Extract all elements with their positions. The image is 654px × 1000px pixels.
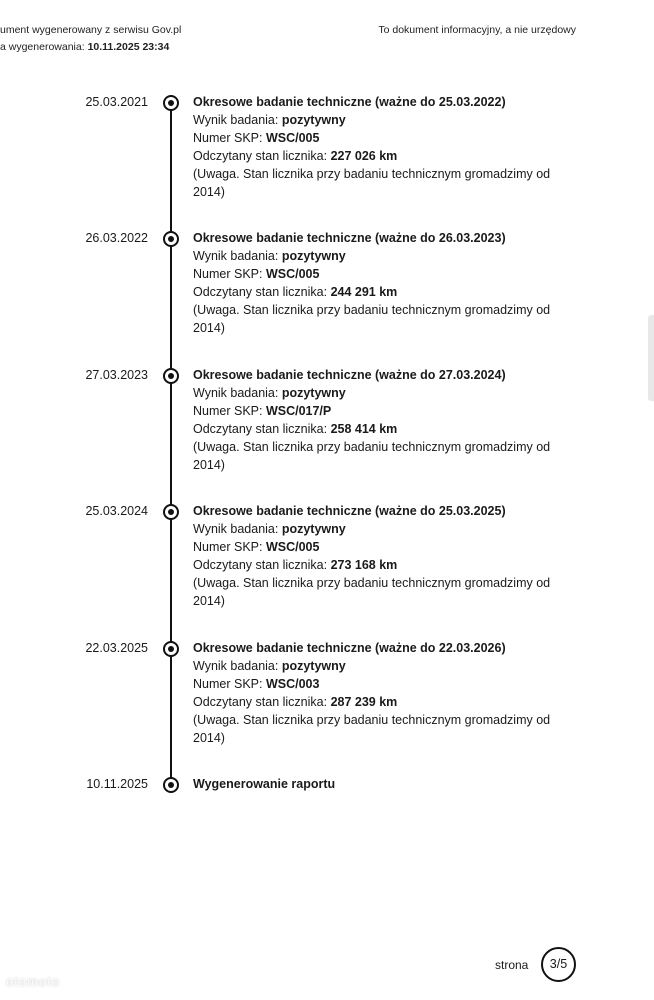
entry-odometer-value: 273 168 km — [330, 558, 398, 572]
entry-result-value: pozytywny — [281, 659, 346, 673]
entry-odometer-label: Odczytany stan licznika: — [193, 558, 331, 572]
entry-skp-value: WSC/005 — [265, 267, 320, 281]
entry-date: 22.03.2025 — [85, 641, 148, 655]
entry-body — [193, 93, 553, 201]
entry-skp — [193, 538, 553, 556]
scroll-handle[interactable] — [648, 315, 654, 401]
entry-result — [193, 247, 553, 265]
entry-result — [193, 520, 553, 538]
entry-date: 26.03.2022 — [85, 231, 148, 245]
entry-body — [193, 366, 553, 474]
entry-skp-value: WSC/003 — [265, 677, 320, 691]
entry-odometer-label: Odczytany stan licznika: — [193, 695, 331, 709]
entry-odometer — [193, 420, 553, 438]
timeline-dot-icon — [163, 231, 179, 247]
timeline-dot-icon — [163, 368, 179, 384]
entry-note: (Uwaga. Stan licznika przy badaniu technicznym gromadzimy od 2014) — [193, 303, 551, 335]
entry-note: (Uwaga. Stan licznika przy badaniu technicznym gromadzimy od 2014) — [193, 440, 551, 472]
entry-result-value: pozytywny — [281, 522, 346, 536]
entry-skp — [193, 675, 553, 693]
entry-result-label: Wynik badania: — [193, 386, 282, 400]
entry-result — [193, 384, 553, 402]
entry-title: Okresowe badanie techniczne (ważne do 25.03.2022) — [193, 95, 506, 109]
entry-note: (Uwaga. Stan licznika przy badaniu technicznym gromadzimy od 2014) — [193, 576, 551, 608]
entry-result — [193, 111, 553, 129]
entry-title: Okresowe badanie techniczne (ważne do 22.03.2026) — [193, 641, 506, 655]
entry-skp — [193, 402, 553, 420]
entry-odometer-value: 258 414 km — [330, 422, 398, 436]
entry-skp-label: Numer SKP: — [193, 540, 266, 554]
entry-skp — [193, 265, 553, 283]
entry-result-value: pozytywny — [281, 386, 346, 400]
entry-odometer — [193, 556, 553, 574]
entry-skp-label: Numer SKP: — [193, 131, 266, 145]
entry-skp-value: WSC/005 — [265, 540, 320, 554]
page-number-badge: 3/5 — [541, 947, 576, 982]
entry-body — [193, 639, 553, 747]
entry-title: Wygenerowanie raportu — [193, 777, 336, 791]
entry-odometer-label: Odczytany stan licznika: — [193, 149, 331, 163]
entry-date: 25.03.2021 — [85, 95, 148, 109]
entry-note: (Uwaga. Stan licznika przy badaniu technicznym gromadzimy od 2014) — [193, 167, 551, 199]
entry-result-label: Wynik badania: — [193, 659, 282, 673]
header-disclaimer: To dokument informacyjny, a nie urzędowy — [378, 24, 576, 36]
header-source-info — [0, 22, 181, 56]
watermark-logo: otomoto — [6, 974, 60, 989]
entry-body — [193, 775, 553, 793]
entry-date: 25.03.2024 — [85, 504, 148, 518]
entry-body — [193, 229, 553, 337]
entry-skp — [193, 129, 553, 147]
entry-odometer-value: 227 026 km — [330, 149, 398, 163]
entry-skp-label: Numer SKP: — [193, 404, 266, 418]
entry-result-label: Wynik badania: — [193, 249, 282, 263]
entry-skp-label: Numer SKP: — [193, 677, 266, 691]
entry-date: 10.11.2025 — [86, 777, 148, 791]
entry-skp-value: WSC/005 — [265, 131, 320, 145]
entry-odometer-value: 287 239 km — [330, 695, 398, 709]
entry-body — [193, 502, 553, 610]
header-generated-line — [0, 39, 181, 56]
timeline-dot-icon — [163, 504, 179, 520]
entry-result-value: pozytywny — [281, 249, 346, 263]
page-label: strona — [495, 958, 529, 972]
timeline-dot-icon — [163, 95, 179, 111]
entry-result-label: Wynik badania: — [193, 113, 282, 127]
entry-title: Okresowe badanie techniczne (ważne do 26.03.2023) — [193, 231, 506, 245]
entry-odometer — [193, 283, 553, 301]
timeline-dot-icon — [163, 777, 179, 793]
entry-odometer-label: Odczytany stan licznika: — [193, 285, 331, 299]
entry-odometer — [193, 693, 553, 711]
header-generated-value: 10.11.2025 23:34 — [87, 41, 170, 53]
timeline-line — [170, 101, 172, 785]
entry-note: (Uwaga. Stan licznika przy badaniu technicznym gromadzimy od 2014) — [193, 713, 551, 745]
entry-skp-label: Numer SKP: — [193, 267, 266, 281]
timeline-dot-icon — [163, 641, 179, 657]
entry-odometer — [193, 147, 553, 165]
entry-result-label: Wynik badania: — [193, 522, 282, 536]
header-source-line: ument wygenerowany z serwisu Gov.pl — [0, 24, 182, 36]
entry-skp-value: WSC/017/P — [265, 404, 332, 418]
header-generated-label: a wygenerowania: — [0, 41, 88, 53]
entry-odometer-value: 244 291 km — [330, 285, 398, 299]
entry-title: Okresowe badanie techniczne (ważne do 25.03.2025) — [193, 504, 506, 518]
entry-result-value: pozytywny — [281, 113, 346, 127]
entry-title: Okresowe badanie techniczne (ważne do 27.03.2024) — [193, 368, 506, 382]
entry-date: 27.03.2023 — [85, 368, 148, 382]
entry-result — [193, 657, 553, 675]
entry-odometer-label: Odczytany stan licznika: — [193, 422, 331, 436]
